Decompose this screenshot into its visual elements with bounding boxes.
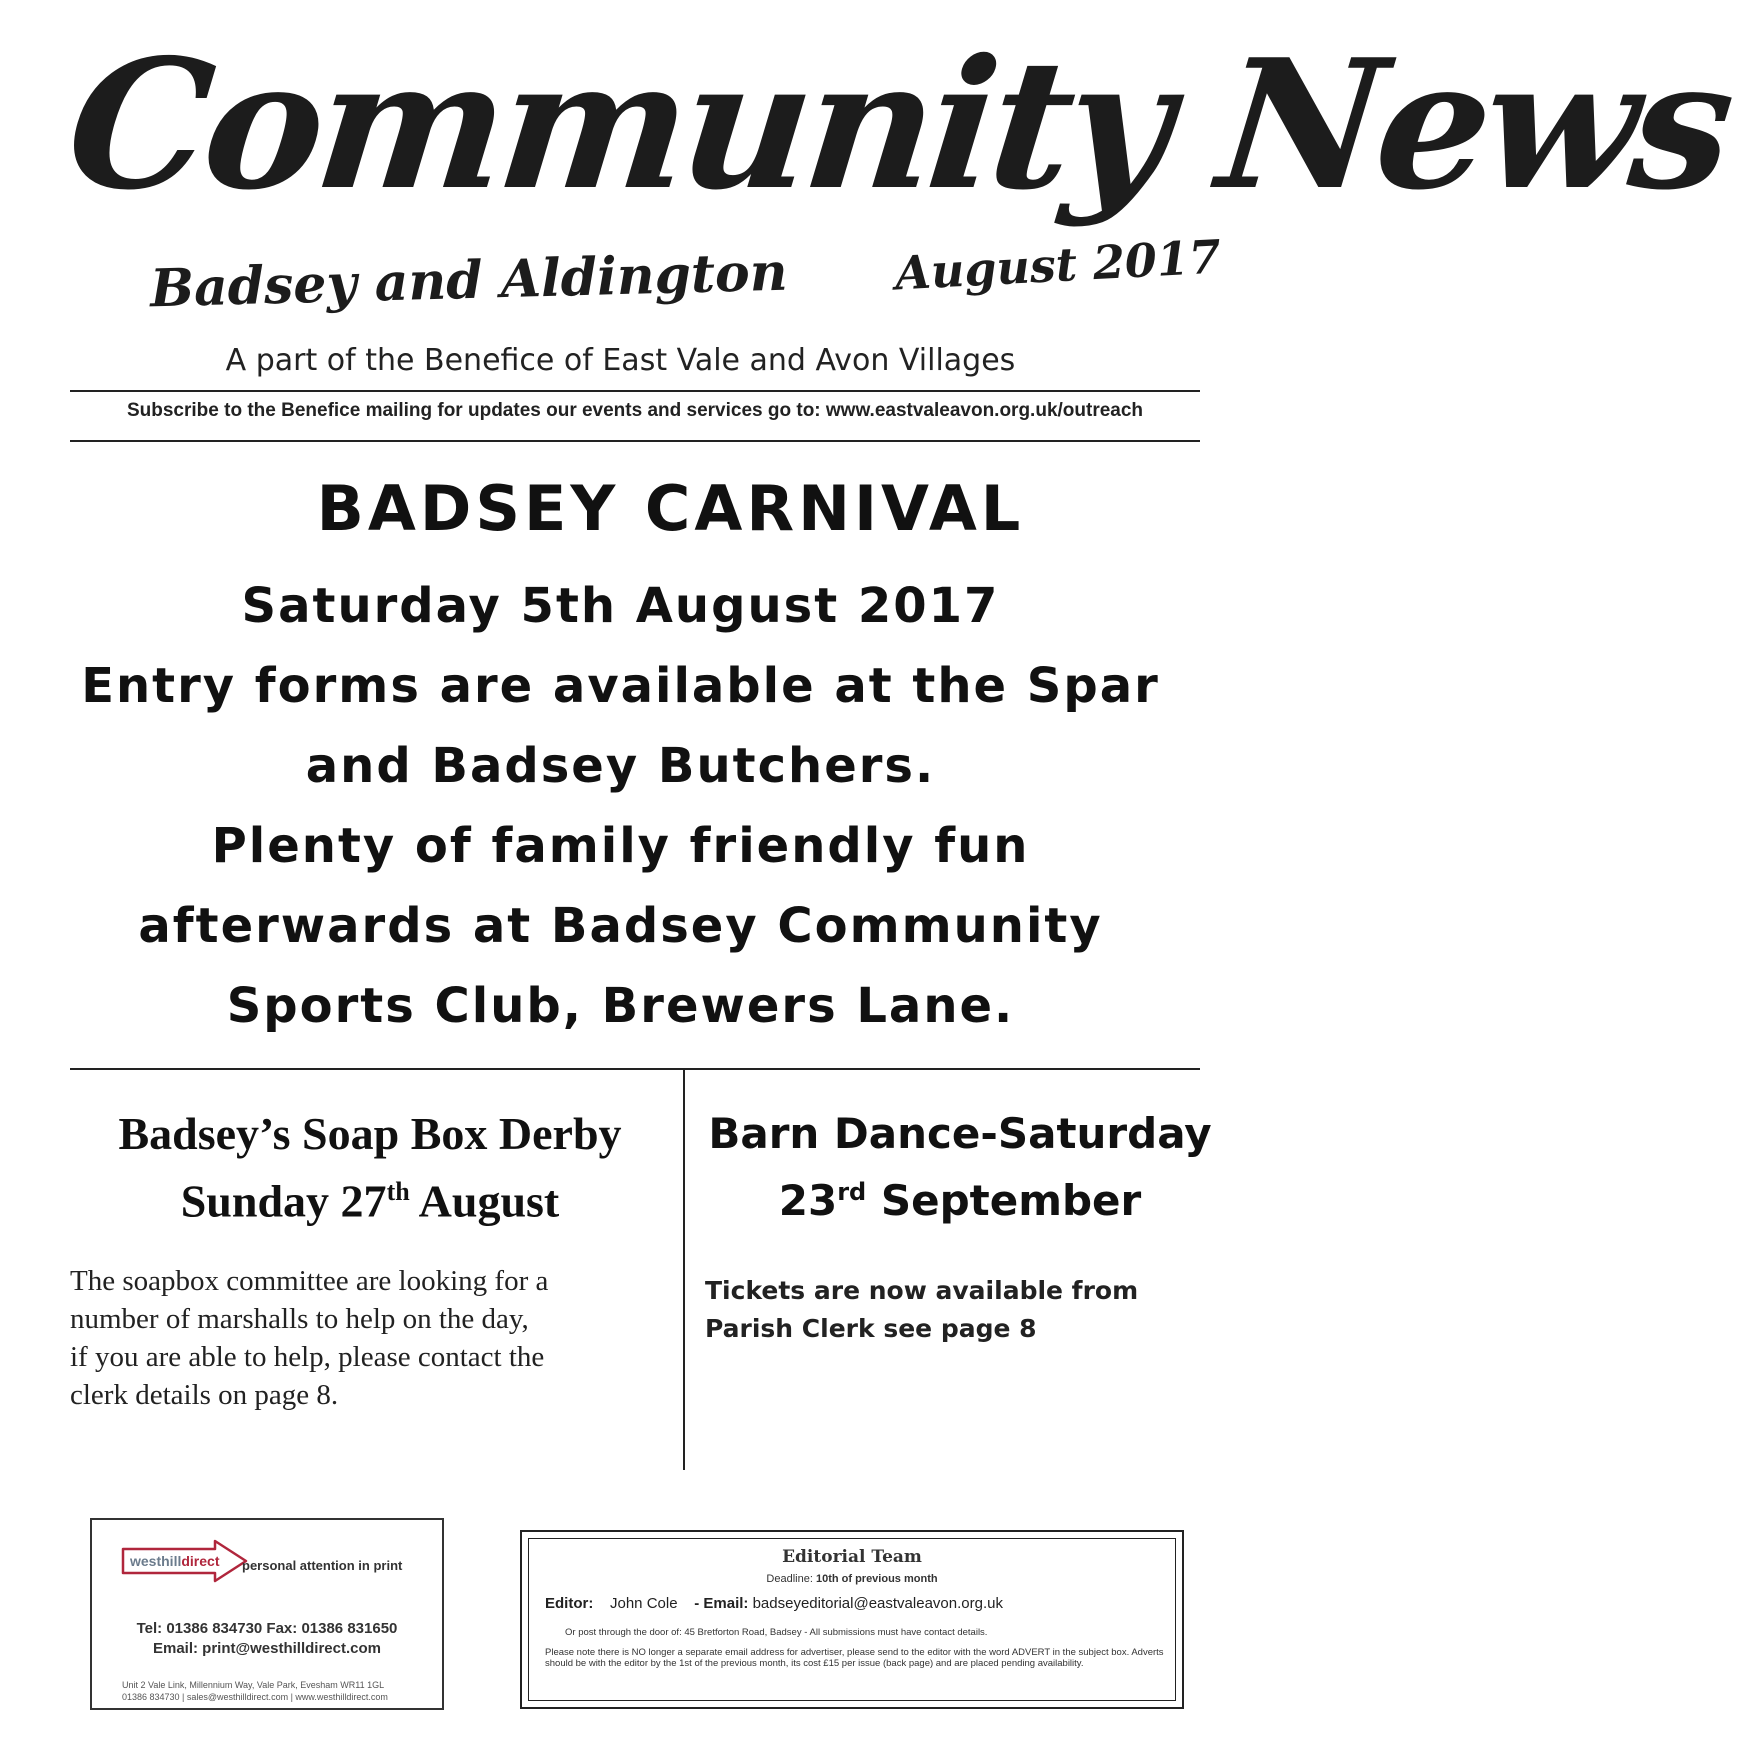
soapbox-body-line: number of marshalls to help on the day, [70, 1303, 529, 1335]
soapbox-heading-line2: Sunday 27th August [180, 1175, 560, 1227]
masthead-title: Community News [59, 20, 1738, 229]
barn-dance-heading-line2: 23rd September [778, 1176, 1142, 1225]
editor-contact: Editor: John Cole - Email: badseyeditorial@eastvaleavon.org.uk [545, 1595, 1003, 1612]
soapbox-body-line: if you are able to help, please contact the [70, 1341, 545, 1373]
editorial-advert-note: Please note there is NO longer a separate email address for advertiser, please send to the editor with the word ADVERT in the subject box. Adverts should be with the editor by the 1st of the previous month, its cost £15 per issue (back page) and are placed pending availability. [545, 1647, 1164, 1669]
editorial-title: Editorial Team [782, 1547, 922, 1567]
editorial-post-note: Or post through the door of: 45 Bretforton Road, Badsey - All submissions must have contact details. [565, 1627, 988, 1638]
barn-dance-body-line: Parish Clerk see page 8 [705, 1314, 1037, 1343]
tagline: A part of the Benefice of East Vale and Avon Villages [225, 343, 1016, 378]
subscribe-line: Subscribe to the Benefice mailing for updates our events and services go to: www.eastvaleavon.org.uk/outreach [126, 400, 1144, 421]
carnival-line: Sports Club, Brewers Lane. [226, 978, 1015, 1034]
section-divider [70, 1068, 1200, 1070]
westhill-arrow-logo [120, 1538, 250, 1584]
barn-dance-heading-line1: Barn Dance-Saturday [708, 1109, 1212, 1158]
carnival-line: afterwards at Badsey Community [138, 898, 1103, 954]
advert-address: Unit 2 Vale Link, Millennium Way, Vale Park, Evesham WR11 1GL [122, 1680, 385, 1690]
carnival-line: Entry forms are available at the Spar [81, 658, 1160, 714]
barn-dance-heading [700, 1105, 1220, 1230]
soapbox-body-line: The soapbox committee are looking for a [70, 1265, 549, 1297]
header-divider [70, 390, 1200, 392]
carnival-line: Plenty of family friendly fun [211, 818, 1030, 874]
soapbox-body [70, 1262, 670, 1414]
barn-dance-body [705, 1272, 1205, 1348]
soapbox-heading-line1: Badsey’s Soap Box Derby [118, 1108, 622, 1159]
header-divider-lower [70, 440, 1200, 442]
carnival-line: and Badsey Butchers. [305, 738, 936, 794]
editorial-inner-frame [528, 1538, 1176, 1701]
column-divider [683, 1070, 685, 1470]
masthead-subtitle: Badsey and Aldington [149, 241, 789, 320]
advert-email: Email: print@westhilldirect.com [152, 1640, 381, 1657]
barn-dance-body-line: Tickets are now available from [705, 1276, 1139, 1305]
soapbox-heading [70, 1105, 670, 1230]
soapbox-body-line: clerk details on page 8. [70, 1379, 339, 1411]
carnival-line: Saturday 5th August 2017 [241, 578, 1000, 634]
carnival-heading: BADSEY CARNIVAL [316, 472, 1025, 545]
editorial-team-box [520, 1530, 1184, 1709]
editorial-deadline: Deadline: 10th of previous month [766, 1573, 938, 1585]
advert-contact-line: 01386 834730 | sales@westhilldirect.com | www.westhilldirect.com [122, 1692, 388, 1702]
editor-email-link[interactable]: badseyeditorial@eastvaleavon.org.uk [752, 1595, 1003, 1612]
advert-tagline: personal attention in print [242, 1558, 403, 1573]
svg-text:westhilldirect: westhilldirect [130, 1553, 220, 1569]
advert-phone-fax: Tel: 01386 834730 Fax: 01386 831650 [136, 1620, 398, 1637]
printer-advert [90, 1518, 444, 1710]
issue-date: August 2017 [893, 229, 1223, 301]
